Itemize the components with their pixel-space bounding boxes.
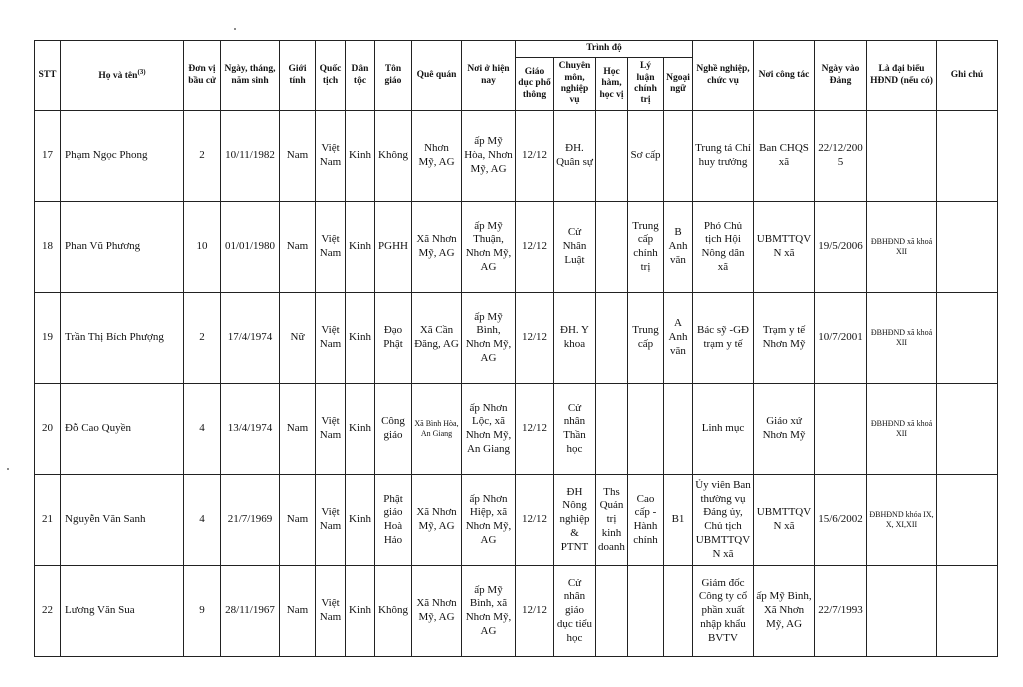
cell-nghe-nghiep: Linh mục: [693, 384, 754, 475]
cell-nghe-nghiep: Phó Chủ tịch Hội Nông dân xã: [693, 202, 754, 293]
cell-hoc-ham: Ths Quản trị kinh doanh: [596, 475, 628, 566]
scan-speck: [234, 28, 236, 30]
cell-ton-giao: Đạo Phật: [375, 293, 412, 384]
table-row: [35, 566, 998, 657]
cell-don-vi: 2: [184, 293, 221, 384]
cell-giao-duc: 12/12: [516, 384, 554, 475]
table-row: [35, 384, 998, 475]
cell-noi-cong-tac: ấp Mỹ Bình, Xã Nhơn Mỹ, AG: [754, 566, 815, 657]
cell-dan-toc: Kinh: [346, 566, 375, 657]
cell-ghi-chu: [937, 202, 998, 293]
cell-quoc-tich: Việt Nam: [316, 111, 346, 202]
header-trinh-do: Trình độ: [516, 41, 693, 58]
cell-ngay-sinh: 17/4/1974: [221, 293, 280, 384]
cell-gioi-tinh: Nam: [280, 202, 316, 293]
cell-giao-duc: 12/12: [516, 475, 554, 566]
cell-ngay-vao-dang: 10/7/2001: [815, 293, 867, 384]
cell-gioi-tinh: Nam: [280, 384, 316, 475]
cell-que-quan: Xã Bình Hòa, An Giang: [412, 384, 462, 475]
cell-gioi-tinh: Nam: [280, 566, 316, 657]
cell-noi-cong-tac: UBMTTQVN xã: [754, 202, 815, 293]
cell-dai-bieu: ĐBHĐND xã khoá XII: [867, 293, 937, 384]
cell-ngay-sinh: 10/11/1982: [221, 111, 280, 202]
cell-que-quan: Xã Nhơn Mỹ, AG: [412, 566, 462, 657]
cell-noi-cong-tac: Giáo xứ Nhơn Mỹ: [754, 384, 815, 475]
cell-chuyen-mon: Cử nhân giáo dục tiểu học: [554, 566, 596, 657]
cell-quoc-tich: Việt Nam: [316, 566, 346, 657]
cell-ngay-sinh: 13/4/1974: [221, 384, 280, 475]
cell-ngoai-ngu: B Anh văn: [664, 202, 693, 293]
cell-quoc-tich: Việt Nam: [316, 475, 346, 566]
header-noi-o: Nơi ở hiện nay: [462, 41, 516, 111]
cell-noi-cong-tac: Trạm y tế Nhơn Mỹ: [754, 293, 815, 384]
cell-ly-luan: Sơ cấp: [628, 111, 664, 202]
cell-ly-luan: Trung cấp: [628, 293, 664, 384]
cell-giao-duc: 12/12: [516, 111, 554, 202]
header-nghe-nghiep: Nghề nghiệp, chức vụ: [693, 41, 754, 111]
cell-ly-luan: Trung cấp chính trị: [628, 202, 664, 293]
header-don-vi: Đơn vị bầu cử: [184, 41, 221, 111]
cell-chuyen-mon: ĐH. Y khoa: [554, 293, 596, 384]
header-ngoai-ngu: Ngoại ngữ: [664, 58, 693, 111]
cell-don-vi: 9: [184, 566, 221, 657]
cell-nghe-nghiep: Ủy viên Ban thường vụ Đảng ủy, Chủ tịch UBMTTQVN xã: [693, 475, 754, 566]
cell-gioi-tinh: Nữ: [280, 293, 316, 384]
header-giao-duc: Giáo dục phổ thông: [516, 58, 554, 111]
cell-stt: 21: [35, 475, 61, 566]
scan-speck: [7, 468, 9, 470]
cell-quoc-tich: Việt Nam: [316, 293, 346, 384]
cell-gioi-tinh: Nam: [280, 111, 316, 202]
cell-ho-ten: Phan Vũ Phương: [61, 202, 184, 293]
cell-ngay-vao-dang: [815, 384, 867, 475]
cell-ngay-sinh: 01/01/1980: [221, 202, 280, 293]
cell-chuyen-mon: ĐH. Quân sự: [554, 111, 596, 202]
cell-noi-o: ấp Mỹ Bình, xã Nhơn Mỹ, AG: [462, 566, 516, 657]
header-ton-giao: Tôn giáo: [375, 41, 412, 111]
cell-ton-giao: PGHH: [375, 202, 412, 293]
header-ly-luan: Lý luận chính trị: [628, 58, 664, 111]
cell-stt: 22: [35, 566, 61, 657]
cell-ho-ten: Nguyễn Văn Sanh: [61, 475, 184, 566]
cell-ghi-chu: [937, 475, 998, 566]
cell-ghi-chu: [937, 111, 998, 202]
cell-ton-giao: Không: [375, 111, 412, 202]
cell-ho-ten: Lương Văn Sua: [61, 566, 184, 657]
header-ho-ten: Họ và tên$^{(3)}$: [61, 41, 184, 111]
cell-noi-cong-tac: Ban CHQS xã: [754, 111, 815, 202]
cell-ton-giao: Công giáo: [375, 384, 412, 475]
cell-ho-ten: Đỗ Cao Quyền: [61, 384, 184, 475]
cell-quoc-tich: Việt Nam: [316, 202, 346, 293]
header-gioi-tinh: Giới tính: [280, 41, 316, 111]
header-que-quan: Quê quán: [412, 41, 462, 111]
cell-stt: 17: [35, 111, 61, 202]
cell-stt: 20: [35, 384, 61, 475]
cell-ton-giao: Phật giáo Hoà Hảo: [375, 475, 412, 566]
cell-don-vi: 4: [184, 384, 221, 475]
header-ngay-sinh: Ngày, tháng, năm sinh: [221, 41, 280, 111]
cell-dai-bieu: ĐBHĐND xã khoá XII: [867, 384, 937, 475]
cell-nghe-nghiep: Giám đốc Công ty cổ phần xuất nhập khẩu BVTV: [693, 566, 754, 657]
cell-ngoai-ngu: A Anh văn: [664, 293, 693, 384]
cell-dan-toc: Kinh: [346, 475, 375, 566]
cell-hoc-ham: [596, 384, 628, 475]
cell-giao-duc: 12/12: [516, 293, 554, 384]
cell-dan-toc: Kinh: [346, 111, 375, 202]
cell-gioi-tinh: Nam: [280, 475, 316, 566]
cell-ngoai-ngu: [664, 384, 693, 475]
cell-ly-luan: [628, 384, 664, 475]
cell-nghe-nghiep: Trung tá Chỉ huy trưởng: [693, 111, 754, 202]
cell-noi-o: ấp Nhơn Lộc, xã Nhơn Mỹ, An Giang: [462, 384, 516, 475]
cell-noi-o: ấp Mỹ Hòa, Nhơn Mỹ, AG: [462, 111, 516, 202]
cell-dan-toc: Kinh: [346, 202, 375, 293]
header-noi-cong-tac: Nơi công tác: [754, 41, 815, 111]
cell-chuyen-mon: ĐH Nông nghiệp & PTNT: [554, 475, 596, 566]
cell-ly-luan: [628, 566, 664, 657]
cell-don-vi: 4: [184, 475, 221, 566]
cell-noi-o: ấp Mỹ Bình, Nhơn Mỹ, AG: [462, 293, 516, 384]
cell-dai-bieu: ĐBHĐND khóa IX, X, XI,XII: [867, 475, 937, 566]
header-footnote-mark: (3): [137, 68, 146, 77]
cell-ho-ten: Trần Thị Bích Phượng: [61, 293, 184, 384]
cell-giao-duc: 12/12: [516, 566, 554, 657]
header-dai-bieu: Là đại biểu HĐND (nếu có): [867, 41, 937, 111]
cell-ngay-sinh: 28/11/1967: [221, 566, 280, 657]
cell-ghi-chu: [937, 293, 998, 384]
cell-chuyen-mon: Cử Nhân Luật: [554, 202, 596, 293]
cell-ngoai-ngu: B1: [664, 475, 693, 566]
cell-ghi-chu: [937, 384, 998, 475]
header-hoc-ham: Học hàm, học vị: [596, 58, 628, 111]
cell-ton-giao: Không: [375, 566, 412, 657]
cell-ho-ten: Phạm Ngọc Phong: [61, 111, 184, 202]
table-row: [35, 202, 998, 293]
cell-ngoai-ngu: [664, 111, 693, 202]
cell-hoc-ham: [596, 111, 628, 202]
cell-hoc-ham: [596, 293, 628, 384]
cell-stt: 18: [35, 202, 61, 293]
cell-ngay-vao-dang: 22/7/1993: [815, 566, 867, 657]
cell-ngoai-ngu: [664, 566, 693, 657]
cell-stt: 19: [35, 293, 61, 384]
cell-ngay-vao-dang: 22/12/2005: [815, 111, 867, 202]
cell-dan-toc: Kinh: [346, 293, 375, 384]
cell-ngay-sinh: 21/7/1969: [221, 475, 280, 566]
cell-quoc-tich: Việt Nam: [316, 384, 346, 475]
table-row: [35, 111, 998, 202]
cell-don-vi: 10: [184, 202, 221, 293]
header-dan-toc: Dân tộc: [346, 41, 375, 111]
table-body: [35, 111, 998, 657]
cell-don-vi: 2: [184, 111, 221, 202]
table-row: [35, 293, 998, 384]
cell-noi-o: ấp Mỹ Thuận, Nhơn Mỹ, AG: [462, 202, 516, 293]
table-row: [35, 475, 998, 566]
header-chuyen-mon: Chuyên môn, nghiệp vụ: [554, 58, 596, 111]
cell-dai-bieu: [867, 111, 937, 202]
header-ghi-chu: Ghi chú: [937, 41, 998, 111]
cell-dai-bieu: [867, 566, 937, 657]
cell-hoc-ham: [596, 202, 628, 293]
cell-nghe-nghiep: Bác sỹ -GĐ trạm y tế: [693, 293, 754, 384]
cell-dan-toc: Kinh: [346, 384, 375, 475]
cell-ghi-chu: [937, 566, 998, 657]
cell-giao-duc: 12/12: [516, 202, 554, 293]
cell-dai-bieu: ĐBHĐND xã khoá XII: [867, 202, 937, 293]
cell-ngay-vao-dang: 19/5/2006: [815, 202, 867, 293]
header-stt: STT: [35, 41, 61, 111]
cell-hoc-ham: [596, 566, 628, 657]
header-quoc-tich: Quốc tịch: [316, 41, 346, 111]
cell-que-quan: Nhơn Mỹ, AG: [412, 111, 462, 202]
cell-ngay-vao-dang: 15/6/2002: [815, 475, 867, 566]
cell-chuyen-mon: Cử nhân Thần học: [554, 384, 596, 475]
cell-noi-cong-tac: UBMTTQVN xã: [754, 475, 815, 566]
cell-que-quan: Xã Nhơn Mỹ, AG: [412, 202, 462, 293]
cell-noi-o: ấp Nhơn Hiệp, xã Nhơn Mỹ, AG: [462, 475, 516, 566]
candidate-table: [34, 40, 998, 657]
header-ngay-vao-dang: Ngày vào Đảng: [815, 41, 867, 111]
cell-que-quan: Xã Cần Đăng, AG: [412, 293, 462, 384]
cell-ly-luan: Cao cấp - Hành chính: [628, 475, 664, 566]
cell-que-quan: Xã Nhơn Mỹ, AG: [412, 475, 462, 566]
